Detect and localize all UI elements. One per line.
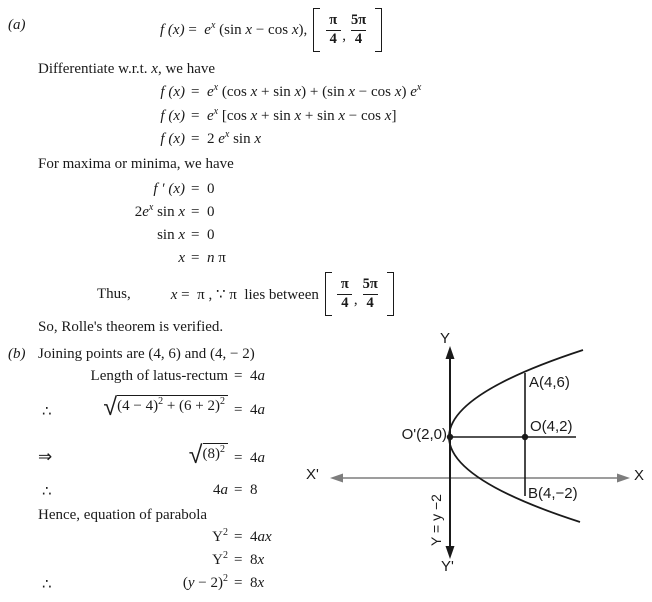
equation-lhs xyxy=(0,575,228,592)
math-seg: f (x) xyxy=(160,131,185,147)
math-seg: e xyxy=(218,131,225,147)
math-seg: x xyxy=(254,131,262,147)
math-seg: e xyxy=(206,84,214,100)
math-seg: x xyxy=(384,108,392,124)
equation-line xyxy=(0,482,257,499)
equation-lhs xyxy=(0,204,185,221)
math-seg: 2 xyxy=(223,550,228,561)
math-seg: x xyxy=(294,108,302,124)
math-seg: sin xyxy=(153,204,179,220)
math-seg: a xyxy=(257,402,265,418)
part-a-label: (a) xyxy=(8,17,26,33)
math-seg: x xyxy=(416,82,422,93)
math-seg: f (x) xyxy=(160,21,185,38)
fraction-denominator: 4 xyxy=(337,294,352,312)
differentiate-label xyxy=(38,61,215,78)
math-seg: = 8 xyxy=(234,482,258,498)
point-b-label: B(4,−2) xyxy=(528,485,578,502)
math-seg: x xyxy=(213,82,219,93)
equation-lhs xyxy=(0,84,185,101)
math-seg: sin xyxy=(229,131,255,147)
math-seg: = 4 xyxy=(234,368,258,384)
therefore-symbol: ∴ xyxy=(42,402,52,420)
math-seg: + sin xyxy=(257,108,295,124)
equation-line xyxy=(0,108,396,125)
equation-line xyxy=(0,181,214,198)
y-axis-up-arrow-icon xyxy=(446,346,455,359)
math-seg: x xyxy=(257,552,265,568)
radical-sign: √ xyxy=(103,392,118,421)
equation-lhs xyxy=(0,131,185,148)
math-seg: e xyxy=(204,21,211,38)
math-seg: = xyxy=(184,21,205,38)
fraction-numerator: 5π xyxy=(350,12,367,29)
math-seg: x xyxy=(294,84,302,100)
math-seg: x xyxy=(394,84,402,100)
equation-line xyxy=(0,368,265,385)
maxima-minima-label: For maxima or minima, we have xyxy=(38,156,234,172)
equation-rhs xyxy=(191,131,261,148)
math-seg: [cos xyxy=(218,108,251,124)
translated-axis-note: Y = y −2 xyxy=(428,494,444,546)
math-seg: e xyxy=(142,204,149,220)
math-seg: ) + (sin xyxy=(301,84,349,100)
math-seg: , we have xyxy=(157,61,216,77)
interval-comma: , xyxy=(353,291,358,308)
math-seg: a xyxy=(257,368,265,384)
equation-lhs xyxy=(0,227,185,244)
equation-lhs xyxy=(0,482,228,499)
math-seg: ax xyxy=(257,529,272,545)
math-seg: Y xyxy=(212,552,223,568)
math-seg: − cos xyxy=(345,108,385,124)
equation-line xyxy=(0,250,226,267)
part-a-heading-equation xyxy=(160,8,382,52)
fraction-numerator: π xyxy=(329,12,338,29)
math-seg: sin xyxy=(157,227,179,243)
radicand xyxy=(203,443,229,466)
math-seg: = 4 xyxy=(234,402,258,418)
math-seg: x xyxy=(245,21,253,38)
equation-rhs xyxy=(234,482,257,499)
math-seg: x xyxy=(178,204,185,220)
equation-rhs xyxy=(234,575,264,592)
math-seg: x xyxy=(151,61,158,77)
math-seg: 2 xyxy=(220,444,225,455)
equation-rhs xyxy=(191,204,214,221)
equation-line xyxy=(0,392,265,421)
left-bracket xyxy=(325,272,332,316)
equation-lhs xyxy=(0,392,228,421)
math-seg: = 0 xyxy=(191,181,215,197)
math-seg: (4 − 4) xyxy=(117,398,159,414)
vertex-label: O'(2,0) xyxy=(401,426,447,443)
math-seg: x xyxy=(250,84,258,100)
parabola-diagram xyxy=(300,330,652,602)
math-seg: x xyxy=(148,202,154,213)
math-seg: x xyxy=(348,84,356,100)
equation-line xyxy=(0,204,214,221)
thus-word: Thus, xyxy=(97,285,131,302)
math-seg: x xyxy=(178,250,185,266)
math-seg: + sin xyxy=(301,108,339,124)
math-seg: e xyxy=(410,84,417,100)
math-seg: f (x) xyxy=(160,84,185,100)
equation-rhs xyxy=(191,84,421,101)
right-bracket xyxy=(387,272,394,316)
therefore-symbol: ∴ xyxy=(42,575,52,593)
diagram-canvas xyxy=(300,330,652,602)
math-seg: x xyxy=(210,19,216,31)
implies-symbol: ⇒ xyxy=(38,447,53,467)
fraction-5pi-over-4 xyxy=(359,276,382,311)
equation-rhs xyxy=(191,250,226,267)
math-seg: f (x) xyxy=(160,108,185,124)
math-seg: e xyxy=(206,108,214,124)
math-seg: = 4 xyxy=(234,450,258,466)
math-seg: n xyxy=(206,250,219,266)
math-seg: = 0 xyxy=(191,227,215,243)
equation-line xyxy=(0,131,261,148)
square-root xyxy=(103,392,228,421)
math-seg: 2 xyxy=(223,573,228,584)
math-seg: 2 xyxy=(158,396,164,407)
interval-bracket xyxy=(325,272,394,316)
math-seg: = xyxy=(191,250,207,266)
equation-rhs xyxy=(191,108,396,125)
equation-line xyxy=(0,84,421,101)
square-root xyxy=(188,440,228,469)
math-seg: 4 xyxy=(213,482,221,498)
right-bracket xyxy=(375,8,382,52)
math-seg: = 0 xyxy=(191,204,215,220)
math-seg: ) xyxy=(401,84,411,100)
equation-rhs xyxy=(191,181,214,198)
equation-line xyxy=(0,440,265,469)
fraction-pi-over-4 xyxy=(337,276,353,311)
math-seg: x xyxy=(170,286,178,303)
math-seg: = 8 xyxy=(234,575,258,591)
math-seg: Length of latus-rectum xyxy=(90,368,228,384)
math-seg: y xyxy=(187,575,195,591)
radicand xyxy=(117,395,228,418)
x-axis-right-arrow-icon xyxy=(617,474,630,483)
equation-rhs xyxy=(234,450,265,467)
vertex-point xyxy=(447,434,453,440)
math-seg: a xyxy=(257,450,265,466)
fraction-denominator: 4 xyxy=(326,30,341,48)
math-seg: x xyxy=(250,108,258,124)
equation-line xyxy=(0,529,272,546)
thus-line xyxy=(97,272,394,316)
part-b-label: (b) xyxy=(8,346,26,362)
math-seg: 2 xyxy=(223,527,228,538)
equation-rhs xyxy=(191,227,214,244)
math-seg: x xyxy=(338,108,346,124)
math-seg: (sin xyxy=(215,21,246,38)
equation-rhs xyxy=(234,552,264,569)
radical-sign: √ xyxy=(188,440,203,469)
equation-line xyxy=(0,575,264,592)
math-seg: Y xyxy=(212,529,223,545)
therefore-symbol: ∴ xyxy=(42,482,52,500)
fraction-denominator: 4 xyxy=(351,30,366,48)
math-seg: x xyxy=(213,106,219,117)
math-seg: f ′ (x) xyxy=(153,181,185,197)
equation-rhs xyxy=(234,529,272,546)
x-axis-right-label: X xyxy=(634,467,645,484)
function-definition xyxy=(160,19,308,39)
math-seg: = 4 xyxy=(234,529,258,545)
math-seg: x xyxy=(224,129,230,140)
math-seg: 2 xyxy=(220,396,225,407)
fraction-numerator: π xyxy=(340,276,349,293)
math-seg: − 2) xyxy=(194,575,223,591)
thus-expression xyxy=(171,285,319,304)
math-seg: (8) xyxy=(202,446,220,462)
equation-lhs xyxy=(0,529,228,546)
math-seg: ] xyxy=(391,108,397,124)
y-axis-bottom-label: Y' xyxy=(441,558,454,575)
math-seg: Differentiate w.r.t. xyxy=(38,61,152,77)
equation-line xyxy=(0,552,264,569)
focus-point xyxy=(522,434,528,440)
math-seg: = xyxy=(191,108,207,124)
math-seg: − cos xyxy=(252,21,292,38)
math-seg: ( xyxy=(182,575,188,591)
hence-label: Hence, equation of parabola xyxy=(38,507,208,523)
math-seg: − cos xyxy=(355,84,395,100)
equation-rhs xyxy=(234,402,265,419)
x-axis-left-label: X' xyxy=(306,466,319,483)
math-seg: = 2 xyxy=(191,131,219,147)
interval-bracket xyxy=(313,8,382,52)
y-axis-top-label: Y xyxy=(440,330,451,347)
math-seg: a xyxy=(220,482,228,498)
conclusion-text: So, Rolle's theorem is verified. xyxy=(38,319,224,335)
equation-lhs xyxy=(0,250,185,267)
equation-rhs xyxy=(234,368,265,385)
equation-line xyxy=(0,227,214,244)
interval-comma: , xyxy=(342,27,346,44)
math-seg: = π , ∵ π lies between xyxy=(177,286,319,303)
math-seg: + (6 + 2) xyxy=(163,398,220,414)
point-a-label: A(4,6) xyxy=(529,374,570,391)
math-seg: x xyxy=(178,227,185,243)
equation-lhs xyxy=(0,108,185,125)
equation-lhs xyxy=(0,552,228,569)
math-seg: = 8 xyxy=(234,552,258,568)
fraction-pi-over-4 xyxy=(325,12,341,47)
fraction-5pi-over-4 xyxy=(347,12,370,47)
math-seg: = xyxy=(191,84,207,100)
x-axis-left-arrow-icon xyxy=(330,474,343,483)
equation-lhs xyxy=(0,181,185,198)
math-seg: x xyxy=(291,21,299,38)
math-seg: (cos xyxy=(218,84,251,100)
fraction-denominator: 4 xyxy=(363,294,378,312)
point-o-label: O(4,2) xyxy=(530,418,573,435)
math-seg: 2 xyxy=(134,204,143,220)
math-seg: + sin xyxy=(257,84,295,100)
math-seg: ), xyxy=(298,21,308,38)
left-bracket xyxy=(313,8,320,52)
part-b-intro: Joining points are (4, 6) and (4, − 2) xyxy=(38,346,255,362)
math-seg: π xyxy=(218,250,226,266)
fraction-numerator: 5π xyxy=(362,276,378,293)
equation-lhs xyxy=(0,440,228,469)
equation-lhs xyxy=(0,368,228,385)
math-seg: x xyxy=(257,575,265,591)
